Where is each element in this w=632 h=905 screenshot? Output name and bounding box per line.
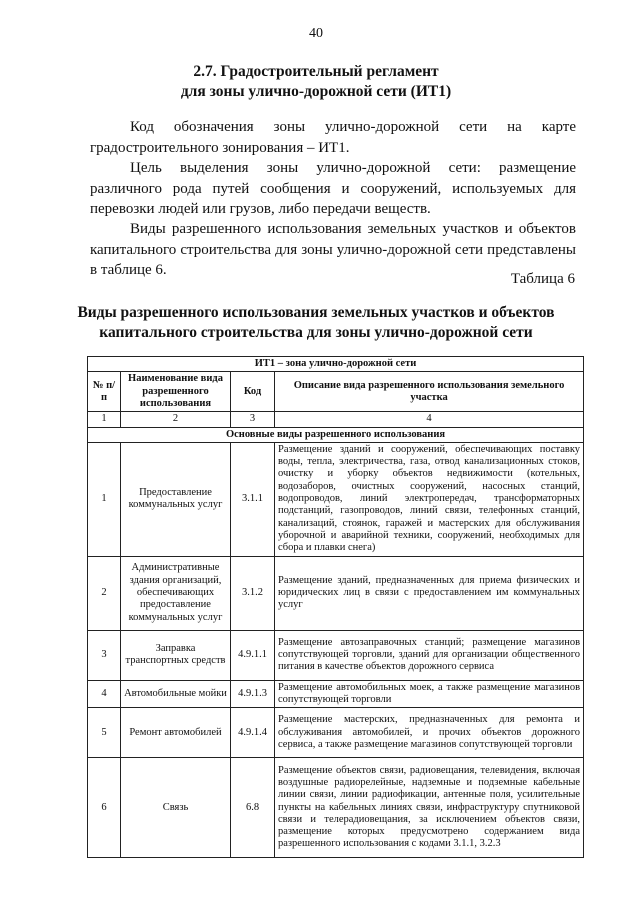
column-header-row <box>88 372 584 412</box>
row-num: 6 <box>88 758 121 858</box>
table-label: Таблица 6 <box>510 271 575 287</box>
paragraph-code-line1: Код обозначения зоны улично-дорожной сети на карте <box>130 119 576 135</box>
section-title-line2: для зоны улично-дорожной сети (ИТ1) <box>180 83 452 100</box>
table-row <box>88 556 584 630</box>
row-code: 4.9.1.4 <box>231 708 275 758</box>
column-number-row <box>88 412 584 427</box>
row-name: Предоставление коммунальных услуг <box>121 442 231 556</box>
section-title <box>0 62 632 102</box>
col-number-2: 2 <box>121 412 231 427</box>
row-desc: Размещение мастерских, предназначенных для ремонта и обслуживания автомобилей, и прочих объектов дорожного сервиса, а также размещение магазинов сопутствующей торговли <box>275 708 584 758</box>
page-number: 40 <box>309 26 323 41</box>
row-name: Заправка транспортных средств <box>121 630 231 680</box>
row-name: Автомобильные мойки <box>121 680 231 708</box>
table-title-line1: Виды разрешенного использования земельных участков и объектов <box>77 304 555 321</box>
row-name: Административные здания организаций, обеспечивающих предоставление коммунальных услуг <box>121 556 231 630</box>
row-desc: Размещение автомобильных моек, а также размещение магазинов сопутствующей торговли <box>275 680 584 708</box>
row-code: 3.1.2 <box>231 556 275 630</box>
row-num: 2 <box>88 556 121 630</box>
table-row <box>88 630 584 680</box>
zone-header-row <box>88 357 584 372</box>
row-num: 3 <box>88 630 121 680</box>
paragraph-types: Виды разрешенного использования земельных участков и объектов капитального строительства для зоны улично-дорожной сети представлены в таблице 6. <box>90 221 576 278</box>
row-code: 4.9.1.1 <box>231 630 275 680</box>
paragraph-goal: Цель выделения зоны улично-дорожной сети: размещение различного рода путей сообщения и сооружений, используемых для перевозки людей или грузов, либо передачи веществ. <box>90 160 576 217</box>
row-num: 4 <box>88 680 121 708</box>
row-num: 5 <box>88 708 121 758</box>
col-header-code: Код <box>231 372 275 412</box>
col-number-4: 4 <box>275 412 584 427</box>
col-header-num: № п/п <box>88 372 121 412</box>
row-num: 1 <box>88 442 121 556</box>
col-header-name: Наименование вида разрешенного использования <box>121 372 231 412</box>
row-code: 3.1.1 <box>231 442 275 556</box>
col-number-3: 3 <box>231 412 275 427</box>
table-row <box>88 680 584 708</box>
table-title <box>0 303 632 343</box>
table-row <box>88 758 584 858</box>
row-desc: Размещение автозаправочных станций; размещение магазинов сопутствующей торговли, зданий для организации общественного питания в качестве объектов дорожного сервиса <box>275 630 584 680</box>
table-title-line2: капитального строительства для зоны улично-дорожной сети <box>99 324 533 341</box>
row-desc: Размещение объектов связи, радиовещания, телевидения, включая воздушные радиорелейные, надземные и подземные кабельные линии связи, линии радиофикации, антенные поля, усилительные пункты на кабельных линиях связи, инфраструктуру спутниковой связи и телерадиовещания, за исключением объектов связи, размещение которых предусмотрено содержанием вида разрешенного использования с кодами 3.1.1, 3.2.3 <box>275 758 584 858</box>
row-code: 4.9.1.3 <box>231 680 275 708</box>
col-number-1: 1 <box>88 412 121 427</box>
table-row <box>88 708 584 758</box>
table-row <box>88 442 584 556</box>
section-header-row <box>88 427 584 442</box>
row-name: Ремонт автомобилей <box>121 708 231 758</box>
zone-header: ИТ1 – зона улично-дорожной сети <box>88 357 584 372</box>
row-name: Связь <box>121 758 231 858</box>
row-code: 6.8 <box>231 758 275 858</box>
paragraph-code-line2: градостроительного зонирования – ИТ1. <box>90 140 350 156</box>
section-header: Основные виды разрешенного использования <box>88 427 584 442</box>
section-title-line1: 2.7. Градостроительный регламент <box>193 63 439 80</box>
permitted-use-table <box>87 356 584 858</box>
col-header-desc: Описание вида разрешенного использования земельного участка <box>275 372 584 412</box>
row-desc: Размещение зданий и сооружений, обеспечивающих поставку воды, тепла, электричества, газа, отвод канализационных стоков, очистку и уборку объектов недвижимости (котельных, водозаборов, очистных сооружений, насосных станций, водопроводов, линий электропередач, трансформаторных подстанций, газопроводов, линий связи, телефонных станций, канализаций, стоянок, гаражей и мастерских для обслуживания уборочной и аварийной техники, сооружений, необходимых для сбора и плавки снега) <box>275 442 584 556</box>
row-desc: Размещение зданий, предназначенных для приема физических и юридических лиц в связи с предоставлением им коммунальных услуг <box>275 556 584 630</box>
